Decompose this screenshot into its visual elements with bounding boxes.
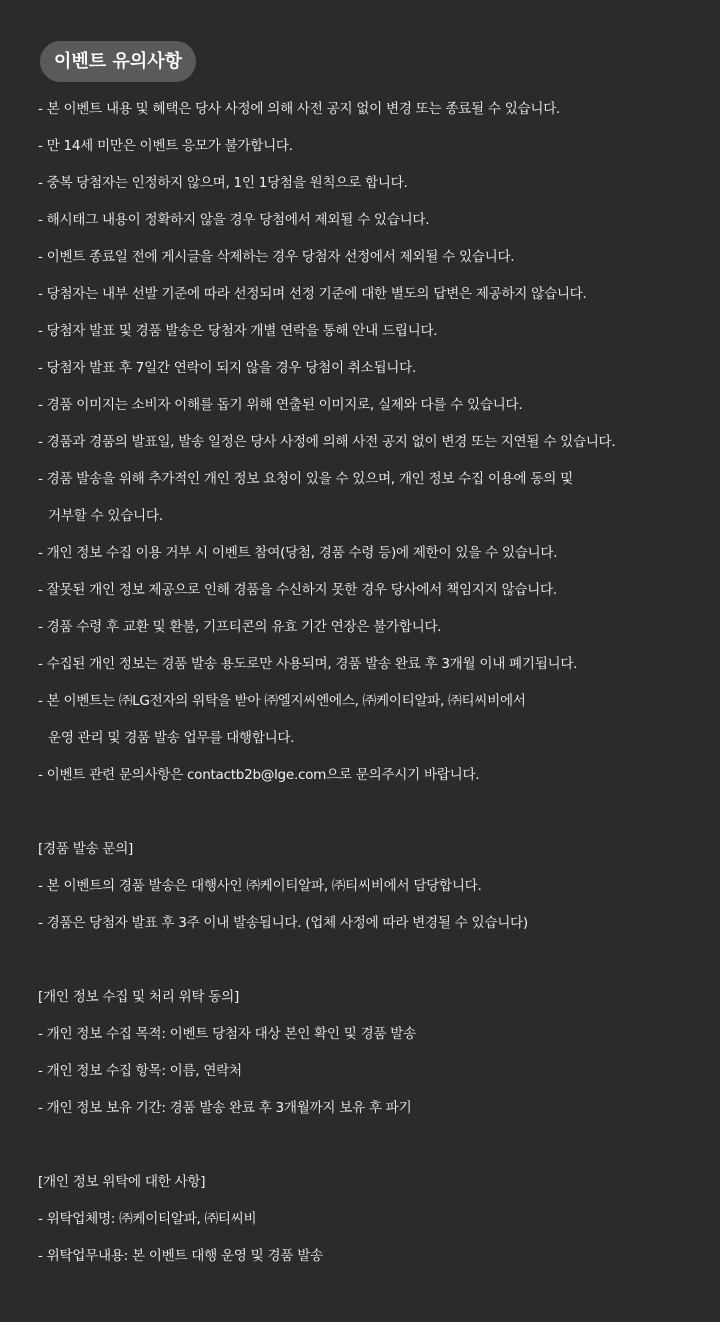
section-spacer — [38, 1127, 710, 1164]
privacy-outsourcing-item: - 위탁업무내용: 본 이벤트 대행 운영 및 경품 발송 — [38, 1248, 323, 1264]
section-spacer — [38, 794, 710, 831]
privacy-consent-heading: [개인 정보 수집 및 처리 위탁 동의] — [38, 989, 239, 1005]
notice-item: - 본 이벤트는 ㈜LG전자의 위탁을 받아 ㈜엘지씨엔에스, ㈜케이티알파, ㈜티씨비에서 — [38, 693, 526, 709]
notice-item: - 당첨자는 내부 선발 기준에 따라 선정되며 선정 기준에 대한 별도의 답변은 제공하지 않습니다. — [38, 286, 587, 302]
notice-item: - 수집된 개인 정보는 경품 발송 용도로만 사용되며, 경품 발송 완료 후 3개월 이내 폐기됩니다. — [38, 656, 578, 672]
privacy-consent-item: - 개인 정보 보유 기간: 경품 발송 완료 후 3개월까지 보유 후 파기 — [38, 1100, 412, 1116]
notice-item: - 당첨자 발표 후 7일간 연락이 되지 않을 경우 당첨이 취소됩니다. — [38, 360, 416, 376]
notice-content — [38, 91, 710, 1275]
notice-item: - 만 14세 미만은 이벤트 응모가 불가합니다. — [38, 138, 293, 154]
notice-item: - 본 이벤트 내용 및 혜택은 당사 사정에 의해 사전 공지 없이 변경 또는 종료될 수 있습니다. — [38, 101, 561, 117]
privacy-consent-item: - 개인 정보 수집 항목: 이름, 연락처 — [38, 1063, 242, 1079]
privacy-outsourcing-heading: [개인 정보 위탁에 대한 사항] — [38, 1174, 206, 1190]
privacy-outsourcing-item: - 위탁업체명: ㈜케이티알파, ㈜티씨비 — [38, 1211, 257, 1227]
privacy-consent-item: - 개인 정보 수집 목적: 이벤트 당첨자 대상 본인 확인 및 경품 발송 — [38, 1026, 416, 1042]
section-spacer — [38, 942, 710, 979]
delivery-item: - 경품은 당첨자 발표 후 3주 이내 발송됩니다. (업체 사정에 따라 변경될 수 있습니다) — [38, 915, 528, 931]
notice-item: - 당첨자 발표 및 경품 발송은 당첨자 개별 연락을 통해 안내 드립니다. — [38, 323, 438, 339]
delivery-item: - 본 이벤트의 경품 발송은 대행사인 ㈜케이티알파, ㈜티씨비에서 담당합니다. — [38, 878, 482, 894]
notice-item: - 이벤트 종료일 전에 게시글을 삭제하는 경우 당첨자 선정에서 제외될 수 있습니다. — [38, 249, 515, 265]
notice-item: - 중복 당첨자는 인정하지 않으며, 1인 1당첨을 원칙으로 합니다. — [38, 175, 408, 191]
notice-item: - 경품 수령 후 교환 및 환불, 기프티콘의 유효 기간 연장은 불가합니다. — [38, 619, 442, 635]
notice-title-badge: 이벤트 유의사항 — [40, 41, 196, 82]
notice-item: - 잘못된 개인 정보 제공으로 인해 경품을 수신하지 못한 경우 당사에서 책임지지 않습니다. — [38, 582, 557, 598]
delivery-section-heading: [경품 발송 문의] — [38, 841, 134, 857]
notice-item-continuation: 운영 관리 및 경품 발송 업무를 대행합니다. — [48, 730, 295, 746]
notice-item-continuation: 거부할 수 있습니다. — [48, 508, 163, 524]
notice-item: - 경품 이미지는 소비자 이해를 돕기 위해 연출된 이미지로, 실제와 다를 수 있습니다. — [38, 397, 523, 413]
notice-item: - 개인 정보 수집 이용 거부 시 이벤트 참여(당첨, 경품 수령 등)에 제한이 있을 수 있습니다. — [38, 545, 558, 561]
notice-item: - 경품과 경품의 발표일, 발송 일정은 당사 사정에 의해 사전 공지 없이 변경 또는 지연될 수 있습니다. — [38, 434, 616, 450]
notice-item: - 경품 발송을 위해 추가적인 개인 정보 요청이 있을 수 있으며, 개인 정보 수집 이용에 동의 및 — [38, 471, 573, 487]
notice-item: - 해시태그 내용이 정확하지 않을 경우 당첨에서 제외될 수 있습니다. — [38, 212, 430, 228]
notice-item: - 이벤트 관련 문의사항은 contactb2b@lge.com으로 문의주시기 바랍니다. — [38, 767, 480, 783]
